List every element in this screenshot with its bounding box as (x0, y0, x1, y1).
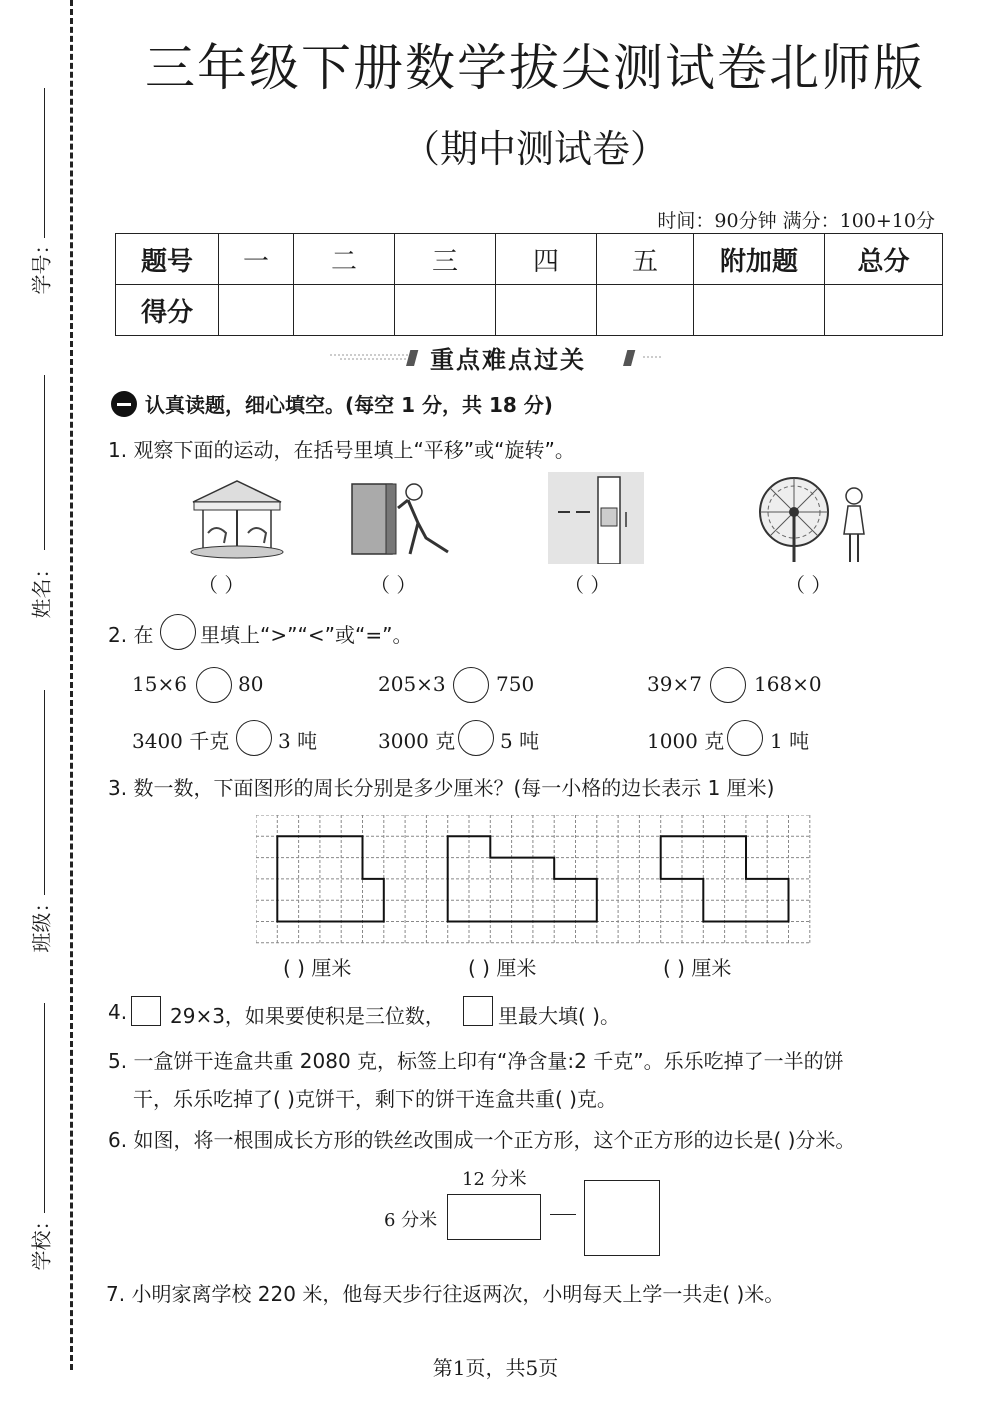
q2-item-right: 1 吨 (770, 729, 810, 753)
q2-example-circle-icon (160, 614, 196, 650)
page-title: 三年级下册数学拔尖测试卷北师版 (145, 39, 925, 97)
ferris-wheel-icon (756, 474, 872, 566)
q5-line1: 5. 一盒饼干连盒共重 2080 克，标签上印有“净含量:2 千克”。乐乐吃掉了一半的饼 (108, 1049, 844, 1073)
score-cell[interactable] (294, 285, 395, 336)
q6-arrow-icon (550, 1214, 576, 1215)
school-label: 学校： (29, 1210, 54, 1271)
q2-answer-circle[interactable] (458, 720, 494, 756)
score-cell[interactable] (395, 285, 496, 336)
binding-dashed-line (70, 0, 73, 1370)
person-pushing-box-icon (348, 478, 460, 560)
shape-3 (661, 836, 789, 921)
q2-answer-circle[interactable] (727, 720, 763, 756)
q1-answer-blank[interactable]: （ ） (785, 573, 832, 597)
section-banner: 重点难点过关 (430, 346, 586, 374)
q1-text: 1. 观察下面的运动，在括号里填上“平移”或“旋转”。 (108, 438, 575, 462)
section1-heading: 认真读题，细心填空。(每空 1 分，共 18 分) (145, 393, 553, 417)
q3-answer-3[interactable]: ( ) 厘米 (663, 956, 732, 980)
class-line (44, 690, 45, 895)
q4-text-a: 29×3，如果要使积是三位数， (170, 1004, 445, 1028)
score-header-cell: 附加题 (694, 234, 825, 285)
score-cell[interactable] (219, 285, 294, 336)
score-header-cell: 总分 (825, 234, 943, 285)
q6-text: 6. 如图，将一根围成长方形的铁丝改围成一个正方形，这个正方形的边长是( )分米。 (108, 1128, 856, 1152)
score-header-cell: 一 (219, 234, 294, 285)
q4-text-b: 里最大填( )。 (498, 1004, 620, 1028)
score-table-header-row (116, 234, 943, 285)
q1-answer-blank[interactable]: （ ） (564, 573, 611, 597)
q2-answer-circle[interactable] (236, 720, 272, 756)
exam-meta: 时间：90分钟 满分：100+10分 (657, 210, 935, 232)
q2-answer-circle[interactable] (196, 667, 232, 703)
score-header-cell: 五 (597, 234, 694, 285)
q2-item-right: 750 (496, 672, 535, 696)
school-line (44, 1003, 45, 1213)
q2-text-end: 里填上“>”“<”或“=”。 (200, 623, 413, 647)
score-header-cell: 四 (496, 234, 597, 285)
q2-item-left: 1000 克 (647, 729, 725, 753)
q1-answer-blank[interactable]: （ ） (370, 573, 417, 597)
perimeter-grid (256, 815, 814, 947)
score-header-cell: 三 (395, 234, 496, 285)
q2-item-left: 39×7 (647, 672, 702, 696)
score-cell[interactable] (825, 285, 943, 336)
q2-item-left: 15×6 (132, 672, 187, 696)
student-id-line (44, 88, 45, 238)
q2-item-right: 80 (238, 672, 264, 696)
q4-digit-box[interactable] (131, 996, 161, 1026)
carousel-icon (188, 478, 286, 560)
q7-text: 7. 小明家离学校 220 米，他每天步行往返两次，小明每天上学一共走( )米。 (106, 1282, 785, 1306)
q2-item-right: 168×0 (754, 672, 822, 696)
score-header-cell: 题号 (116, 234, 219, 285)
q4-number: 4. (108, 1000, 128, 1024)
q2-item-right: 3 吨 (278, 729, 318, 753)
q2-item-left: 3400 千克 (132, 729, 230, 753)
q3-answer-1[interactable]: ( ) 厘米 (283, 956, 352, 980)
score-table-score-row (116, 285, 943, 336)
q6-side-label: 6 分米 (384, 1210, 438, 1231)
score-row-label: 得分 (116, 285, 219, 336)
page-subtitle: （期中测试卷） (401, 127, 668, 171)
q2-answer-circle[interactable] (453, 667, 489, 703)
q6-rectangle (447, 1194, 541, 1240)
q2-text-start: 2. 在 (108, 623, 154, 647)
q2-answer-circle[interactable] (710, 667, 746, 703)
student-id-label: 学号： (29, 234, 54, 295)
elevator-icon (548, 472, 644, 564)
q6-top-label: 12 分米 (462, 1169, 527, 1190)
score-header-cell: 二 (294, 234, 395, 285)
q2-item-right: 5 吨 (500, 729, 540, 753)
q6-square (584, 1180, 660, 1256)
name-line (44, 375, 45, 550)
score-table (115, 233, 943, 336)
q3-answer-2[interactable]: ( ) 厘米 (468, 956, 537, 980)
page-footer: 第1页，共5页 (432, 1356, 559, 1380)
score-cell[interactable] (597, 285, 694, 336)
q1-answer-blank[interactable]: （ ） (198, 573, 245, 597)
q3-text: 3. 数一数，下面图形的周长分别是多少厘米？(每一小格的边长表示 1 厘米) (108, 776, 775, 800)
score-cell[interactable] (694, 285, 825, 336)
name-label: 姓名： (29, 558, 54, 619)
class-label: 班级： (29, 892, 54, 953)
q4-digit-box-ref (463, 996, 493, 1026)
q5-line2: 干，乐乐吃掉了( )克饼干，剩下的饼干连盒共重( )克。 (133, 1087, 617, 1111)
section-number-badge-icon (111, 391, 137, 417)
q2-item-left: 205×3 (378, 672, 446, 696)
q2-item-left: 3000 克 (378, 729, 456, 753)
score-cell[interactable] (496, 285, 597, 336)
